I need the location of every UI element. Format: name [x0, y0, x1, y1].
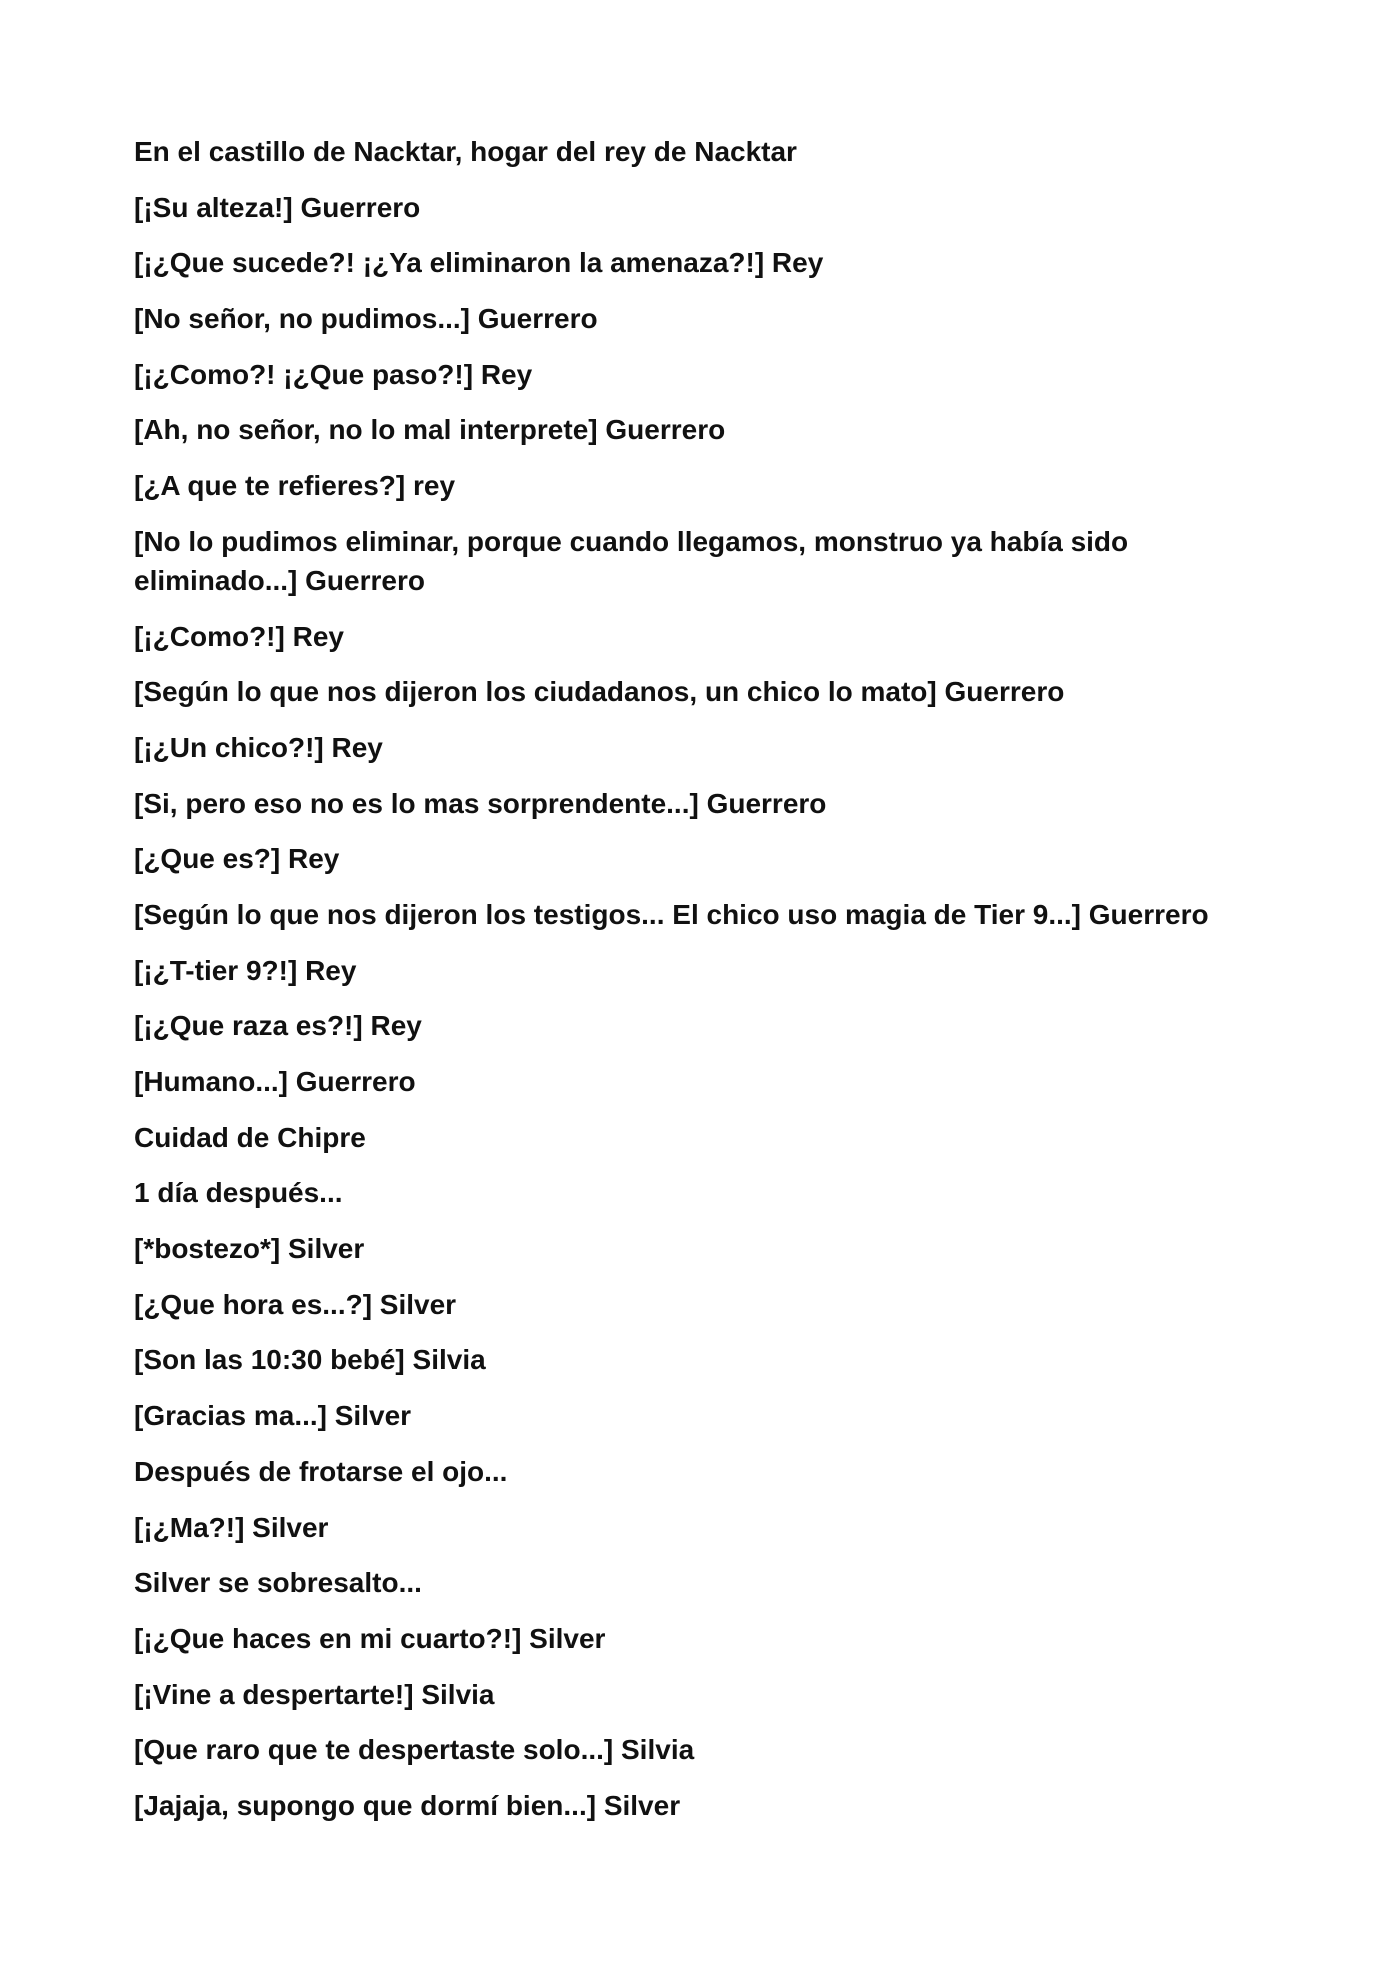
dialogue-line: [¡Vine a despertarte!] Silvia: [134, 1678, 495, 1710]
dialogue-line: [¿A que te refieres?] rey: [134, 470, 456, 502]
dialogue-line: [¡¿Que raza es?!] Rey: [134, 1010, 422, 1042]
dialogue-line: [Jajaja, supongo que dormí bien...] Silver: [134, 1789, 681, 1821]
dialogue-line: [Son las 10:30 bebé] Silvia: [134, 1344, 486, 1376]
narration-line: Cuidad de Chipre: [134, 1121, 366, 1153]
narration-line: Silver se sobresalto...: [134, 1567, 422, 1599]
dialogue-line: [*bostezo*] Silver: [134, 1233, 365, 1265]
dialogue-line: [Humano...] Guerrero: [134, 1066, 416, 1097]
dialogue-line: [¡¿Ma?!] Silver: [134, 1511, 329, 1543]
narration-line: Después de frotarse el ojo...: [134, 1455, 508, 1487]
dialogue-line: [¡¿Que sucede?! ¡¿Ya eliminaron la amenaza?!] Rey: [134, 247, 824, 279]
dialogue-line: [¿Que hora es...?] Silver: [134, 1288, 457, 1320]
dialogue-line: [Si, pero eso no es lo mas sorprendente...] Guerrero: [134, 787, 827, 819]
dialogue-line: [¿Que es?] Rey: [134, 843, 340, 875]
dialogue-line: [Que raro que te despertaste solo...] Silvia: [134, 1734, 695, 1766]
dialogue-line: [Gracias ma...] Silver: [134, 1400, 412, 1432]
dialogue-line: [¡¿Como?! ¡¿Que paso?!] Rey: [134, 358, 533, 390]
dialogue-line: [¡¿Un chico?!] Rey: [134, 731, 383, 763]
dialogue-line: [Ah, no señor, no lo mal interprete] Guerrero: [134, 414, 726, 446]
dialogue-line: [No lo pudimos eliminar, porque cuando llegamos, monstruo ya había sido eliminado...] Guerrero: [134, 525, 1129, 596]
dialogue-line: [Según lo que nos dijeron los ciudadanos, un chico lo mato] Guerrero: [134, 676, 1065, 708]
document-page: [134, 132, 1294, 1842]
narration-line: En el castillo de Nacktar, hogar del rey de Nacktar: [134, 136, 797, 167]
dialogue-line: [¡Su alteza!] Guerrero: [134, 191, 421, 223]
dialogue-line: [¡¿Como?!] Rey: [134, 620, 344, 652]
narration-line: 1 día después...: [134, 1177, 343, 1209]
dialogue-line: [No señor, no pudimos...] Guerrero: [134, 303, 598, 335]
dialogue-line: [Según lo que nos dijeron los testigos... El chico uso magia de Tier 9...] Guerrero: [134, 898, 1209, 930]
dialogue-line: [¡¿Que haces en mi cuarto?!] Silver: [134, 1622, 606, 1654]
dialogue-line: [¡¿T-tier 9?!] Rey: [134, 954, 357, 986]
